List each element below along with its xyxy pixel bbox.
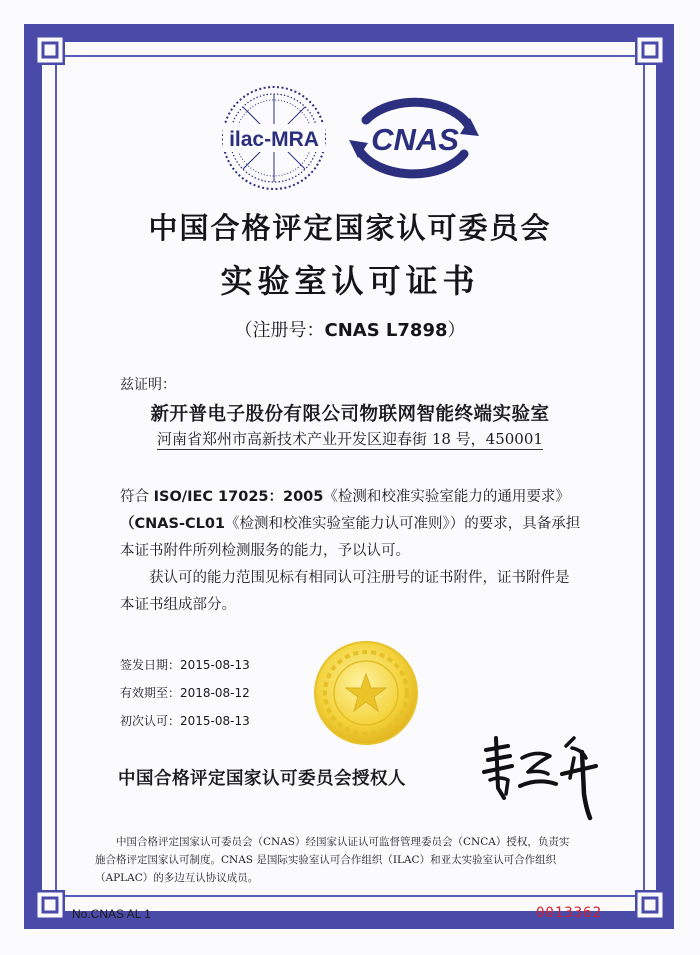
criteria-text: 《检测和校准实验室能力认可准则》）的要求，具备承担 [225,516,581,532]
scope-statement-line-1: 获认可的能力范围见标有相同认可注册号的证书附件，证书附件是 [149,570,570,586]
certificate-dates [120,651,250,735]
registration-suffix: ） [447,320,466,341]
certification-statement [120,484,625,619]
statement-line-3: 本证书附件所列检测服务的能力，予以认可。 [120,543,410,559]
valid-until-value: 2018-08-12 [180,686,250,700]
certificate-title: 实验室认可证书 [220,262,480,300]
scope-statement-line-2: 本证书组成部分。 [120,597,236,613]
cnas-logo [346,88,484,188]
standard-title: 《检测和校准实验室能力的通用要求》 [323,489,570,505]
ilac-mra-logo [217,84,331,192]
registration-number [0,316,700,342]
standard-code: ISO/IEC 17025：2005 [153,489,324,505]
cnas-footer-note [95,833,615,887]
authorized-signatory-label: 中国合格评定国家认可委员会授权人 [118,769,406,789]
laboratory-address-text: 河南省郑州市高新技术产业开发区迎春街 18 号，450001 [157,430,543,448]
initial-accreditation-value: 2015-08-13 [180,714,250,728]
laboratory-address [0,428,700,449]
issue-date-row [120,651,250,679]
criteria-code: （CNAS-CL01 [120,516,226,532]
ilac-logo-text: ilac-MRA [229,128,319,151]
footer-note-line-1: 中国合格评定国家认可委员会（CNAS）经国家认证认可监督管理委员会（CNCA）授权，负责实 [116,836,570,848]
statement-line-1 [120,484,625,511]
issue-date-label: 签发日期： [120,658,181,672]
council-title: 中国合格评定国家认可委员会 [148,211,552,245]
corner-ornament-top-left [35,35,65,65]
corner-ornament-bottom-right [635,890,665,920]
form-number: No.CNAS AL 1 [72,907,151,921]
handwritten-signature [478,728,618,824]
registration-prefix: （注册号： [234,320,325,341]
corner-ornament-bottom-left [35,890,65,920]
initial-accreditation-row [120,707,250,735]
footer-note-line-2: 施合格评定国家认可制度。CNAS 是国际实验室认可合作组织（ILAC）和亚太实验室认可合作组织 [95,854,557,866]
statement-line-2 [120,511,625,538]
issue-date-value: 2015-08-13 [180,658,250,672]
laboratory-name: 新开普电子股份有限公司物联网智能终端实验室 [150,404,550,425]
valid-until-label: 有效期至： [120,686,181,700]
corner-ornament-top-right [635,35,665,65]
registration-value: CNAS L7898 [324,320,448,341]
embossed-seal [313,640,419,746]
cnas-logo-text: CNAS [371,122,459,157]
hereby-certify-label: 兹证明： [120,377,176,393]
initial-accreditation-label: 初次认可： [120,714,181,728]
footer-note-line-3: （APLAC）的多边互认协议成员。 [95,872,259,884]
valid-until-row [120,679,250,707]
serial-number: 0013362 [536,905,603,921]
statement-prefix: 符合 [120,489,154,505]
